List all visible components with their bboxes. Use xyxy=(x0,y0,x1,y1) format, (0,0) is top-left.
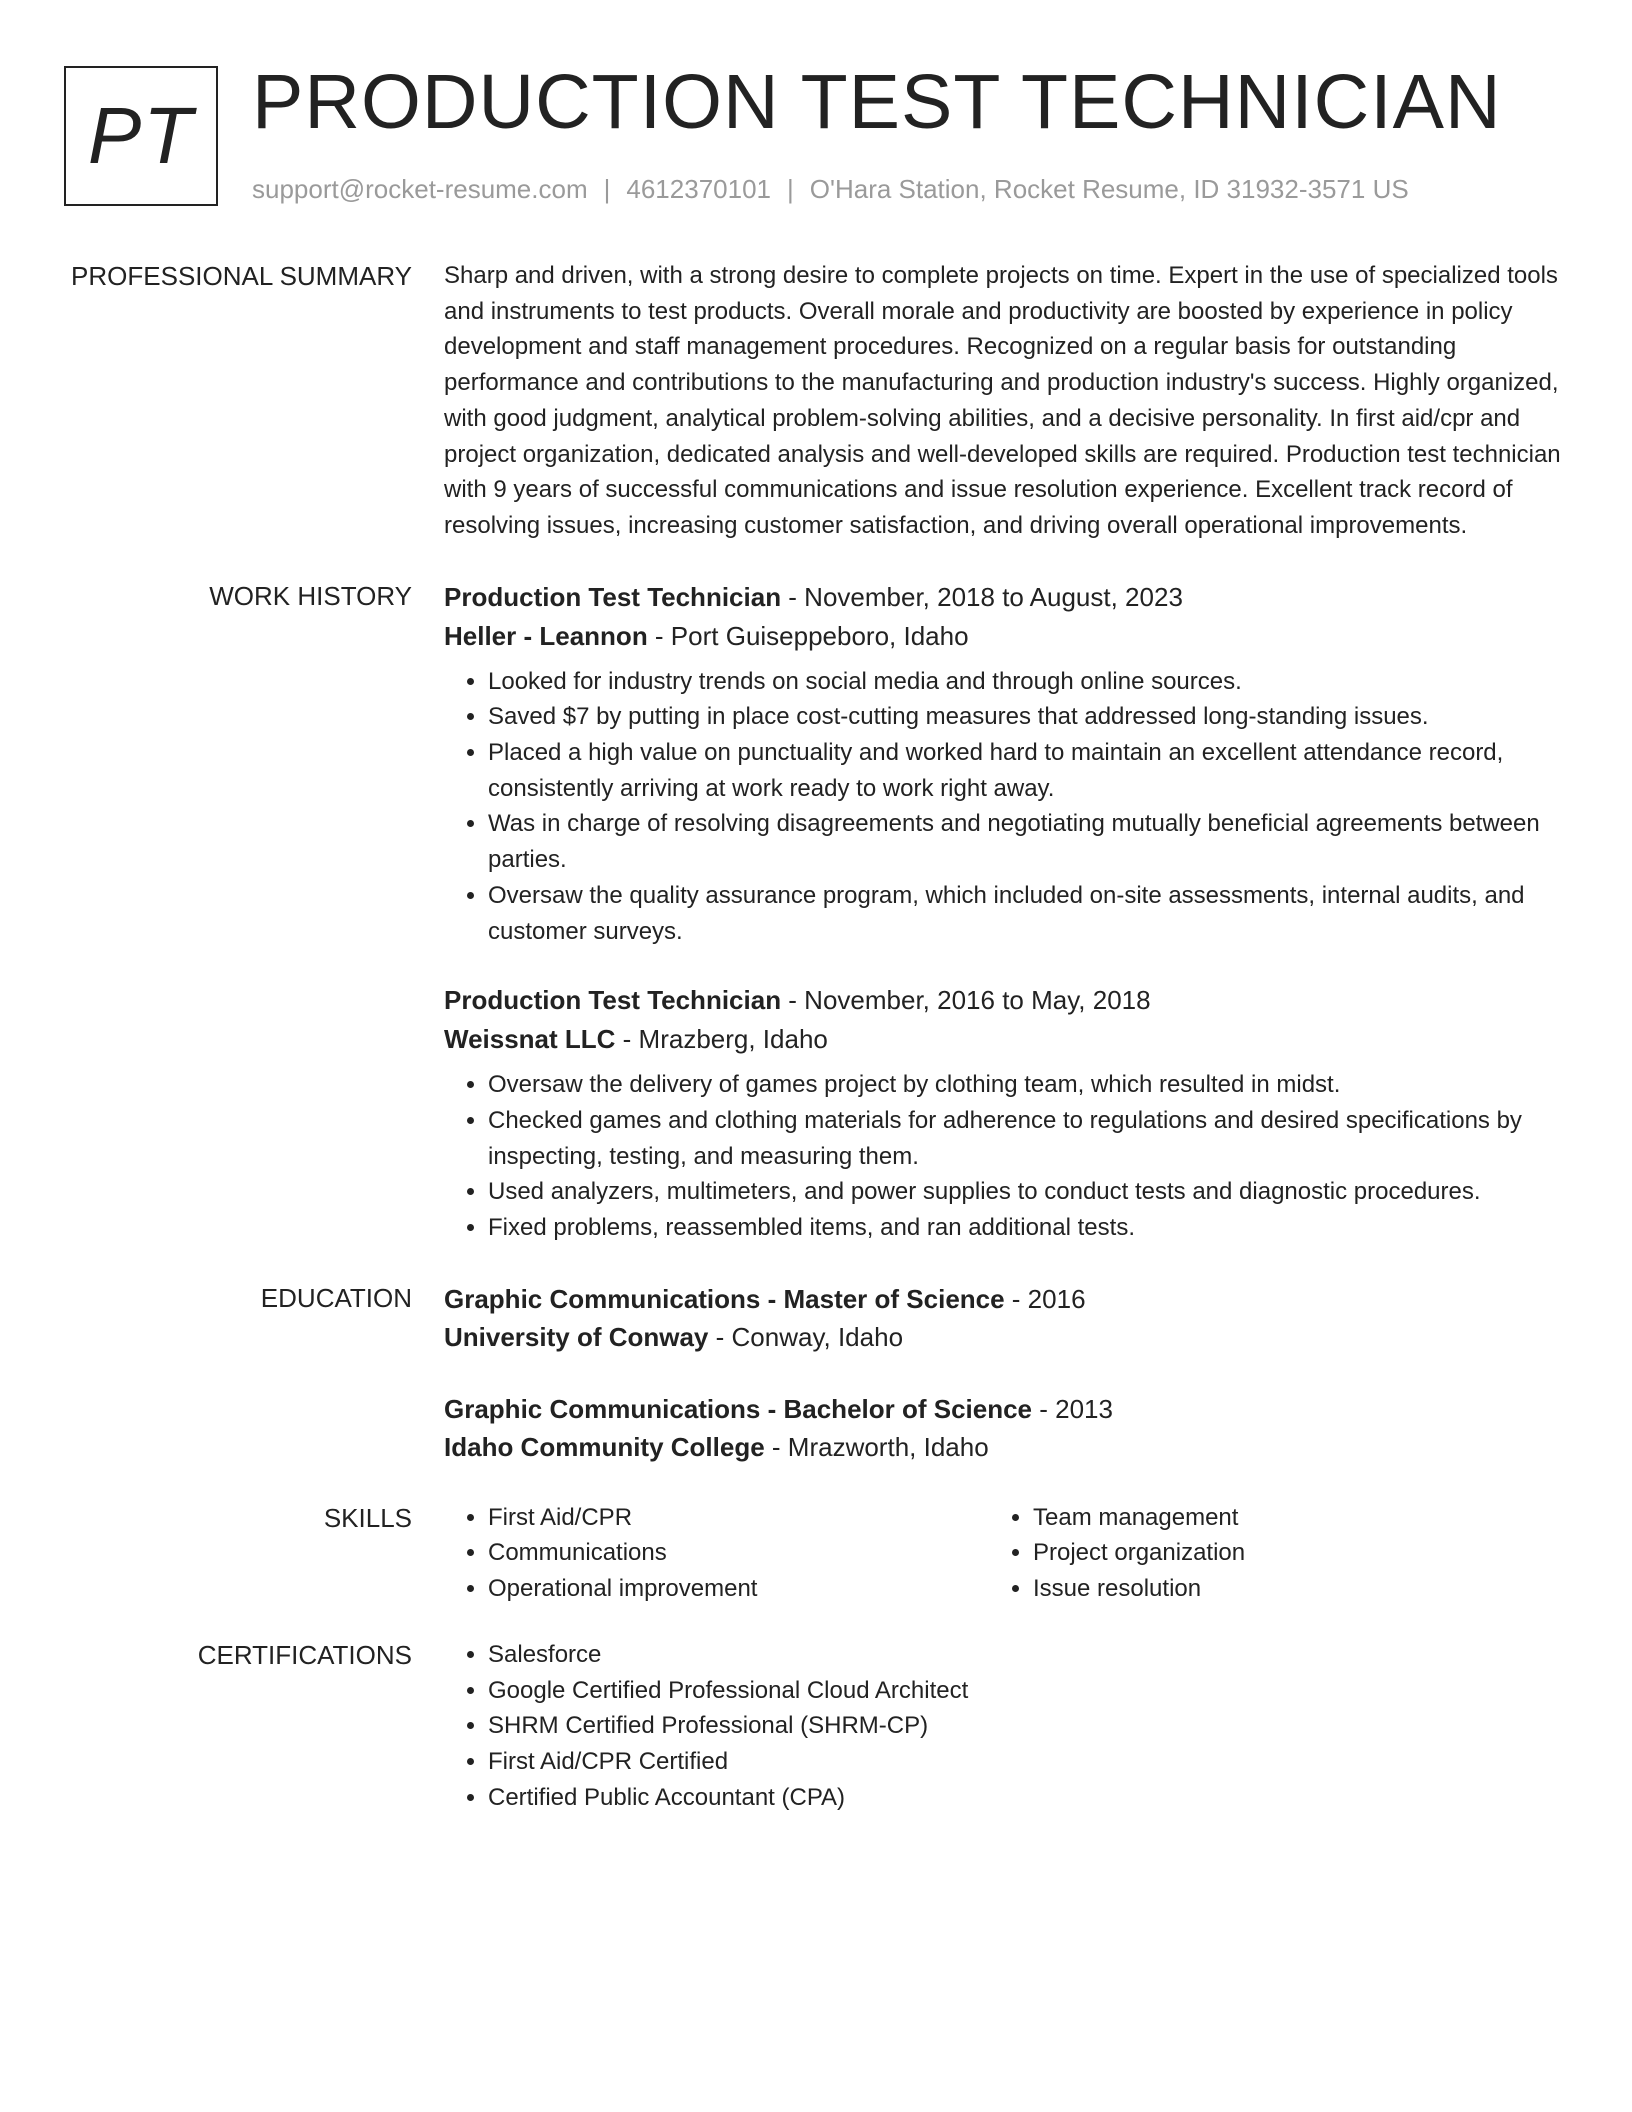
contact-separator: | xyxy=(787,174,794,204)
section-heading-summary: PROFESSIONAL SUMMARY xyxy=(71,261,412,291)
job-company-line xyxy=(444,617,1564,656)
job-company: Heller - Leannon xyxy=(444,620,648,651)
skill-item: • Team management xyxy=(1033,1500,1534,1536)
skill-item: • First Aid/CPR xyxy=(488,1500,989,1536)
skills-list-right xyxy=(989,1500,1534,1607)
job-bullet: • Checked games and clothing materials for adherence to regulations and desired specifications by inspecting, testing, and measuring them. xyxy=(488,1103,1564,1174)
certifications-list xyxy=(444,1637,1564,1816)
degree: Graphic Communications - Master of Science xyxy=(444,1283,1005,1314)
degree-line xyxy=(444,1280,1564,1318)
job-title: Production Test Technician xyxy=(444,985,782,1016)
contact-phone: 4612370101 xyxy=(626,174,771,204)
summary-text: Sharp and driven, with a strong desire to complete projects on time. Expert in the use of specialized tools and instruments to test products. Overall morale and productivity are boosted by experience in policy development and staff management procedures. Recognized on a regular basis for outstanding performance and contributions to the manufacturing and production industry's success. Highly organized, with good judgment, analytical problem-solving abilities, and a decisive personality. In first aid/cpr and project organization, dedicated analysis and well-developed skills are required. Production test technician with 9 years of successful communications and issue resolution experience. Excellent track record of resolving issues, increasing customer satisfaction, and driving overall operational improvements. xyxy=(444,262,1561,539)
job-location: - Mrazberg, Idaho xyxy=(615,1024,828,1055)
school-line xyxy=(444,1318,1564,1356)
job-bullets xyxy=(444,1067,1564,1246)
section-heading-education: EDUCATION xyxy=(260,1282,412,1313)
job-bullets xyxy=(444,664,1564,950)
resume-content xyxy=(0,258,1632,1815)
contact-address: O'Hara Station, Rocket Resume, ID 31932-3571 US xyxy=(809,174,1409,204)
skills-section xyxy=(0,1500,1632,1607)
skills-list-left xyxy=(444,1500,989,1607)
contact-email: support@rocket-resume.com xyxy=(252,174,588,204)
skill-item: • Operational improvement xyxy=(488,1571,989,1607)
skill-item: • Issue resolution xyxy=(1033,1571,1534,1607)
degree-year: - 2013 xyxy=(1032,1393,1113,1424)
certification-item: • Salesforce xyxy=(488,1637,1564,1673)
contact-separator: | xyxy=(603,174,611,204)
certification-item: • Google Certified Professional Cloud Architect xyxy=(488,1673,1564,1709)
school-location: - Mrazworth, Idaho xyxy=(764,1431,989,1462)
job-bullet: • Saved $7 by putting in place cost-cutting measures that addressed long-standing issues. xyxy=(488,699,1564,735)
section-heading-skills: SKILLS xyxy=(323,1502,412,1533)
education-section xyxy=(0,1280,1632,1500)
job-title-line xyxy=(444,981,1564,1020)
job-bullet: • Fixed problems, reassembled items, and ran additional tests. xyxy=(488,1210,1564,1246)
job-title-line xyxy=(444,578,1564,617)
job-entry xyxy=(444,981,1564,1246)
job-bullet: • Oversaw the quality assurance program, which included on-site assessments, internal audits, and customer surveys. xyxy=(488,878,1564,949)
school: University of Conway xyxy=(444,1321,709,1352)
job-dates: - November, 2016 to May, 2018 xyxy=(781,985,1151,1016)
job-bullet: • Looked for industry trends on social media and through online sources. xyxy=(488,664,1564,700)
skills-grid xyxy=(444,1500,1564,1607)
resume-title: PRODUCTION TEST TECHNICIAN xyxy=(252,59,1502,145)
certifications-section xyxy=(0,1637,1632,1816)
job-entry xyxy=(444,578,1564,950)
contact-line xyxy=(252,172,1409,206)
section-heading-certifications: CERTIFICATIONS xyxy=(197,1639,412,1670)
job-company: Weissnat LLC xyxy=(444,1024,616,1055)
job-bullet: • Placed a high value on punctuality and worked hard to maintain an excellent attendance record, consistently arriving at work ready to work right away. xyxy=(488,735,1564,806)
certification-item: • First Aid/CPR Certified xyxy=(488,1744,1564,1780)
job-bullet: • Was in charge of resolving disagreements and negotiating mutually beneficial agreements between parties. xyxy=(488,806,1564,877)
education-entry xyxy=(444,1280,1564,1356)
degree-year: - 2016 xyxy=(1004,1283,1086,1314)
job-bullet: • Used analyzers, multimeters, and power supplies to conduct tests and diagnostic procedures. xyxy=(488,1174,1564,1210)
degree: Graphic Communications - Bachelor of Science xyxy=(444,1393,1033,1424)
certification-item: • Certified Public Accountant (CPA) xyxy=(488,1780,1564,1816)
job-location: - Port Guiseppeboro, Idaho xyxy=(647,620,969,651)
job-bullet: • Oversaw the delivery of games project by clothing team, which resulted in midst. xyxy=(488,1067,1564,1103)
work-history-section xyxy=(0,578,1632,1278)
school: Idaho Community College xyxy=(444,1431,765,1462)
summary-section xyxy=(0,258,1632,544)
section-heading-work: WORK HISTORY xyxy=(209,580,412,611)
school-line xyxy=(444,1428,1564,1466)
job-title: Production Test Technician xyxy=(444,581,782,612)
school-location: - Conway, Idaho xyxy=(708,1321,904,1352)
monogram-logo: PT xyxy=(64,66,218,206)
job-company-line xyxy=(444,1020,1564,1059)
skill-item: • Project organization xyxy=(1033,1535,1534,1571)
skill-item: • Communications xyxy=(488,1535,989,1571)
degree-line xyxy=(444,1390,1564,1428)
education-entry xyxy=(444,1390,1564,1466)
job-dates: - November, 2018 to August, 2023 xyxy=(781,581,1183,612)
certification-item: • SHRM Certified Professional (SHRM-CP) xyxy=(488,1708,1564,1744)
